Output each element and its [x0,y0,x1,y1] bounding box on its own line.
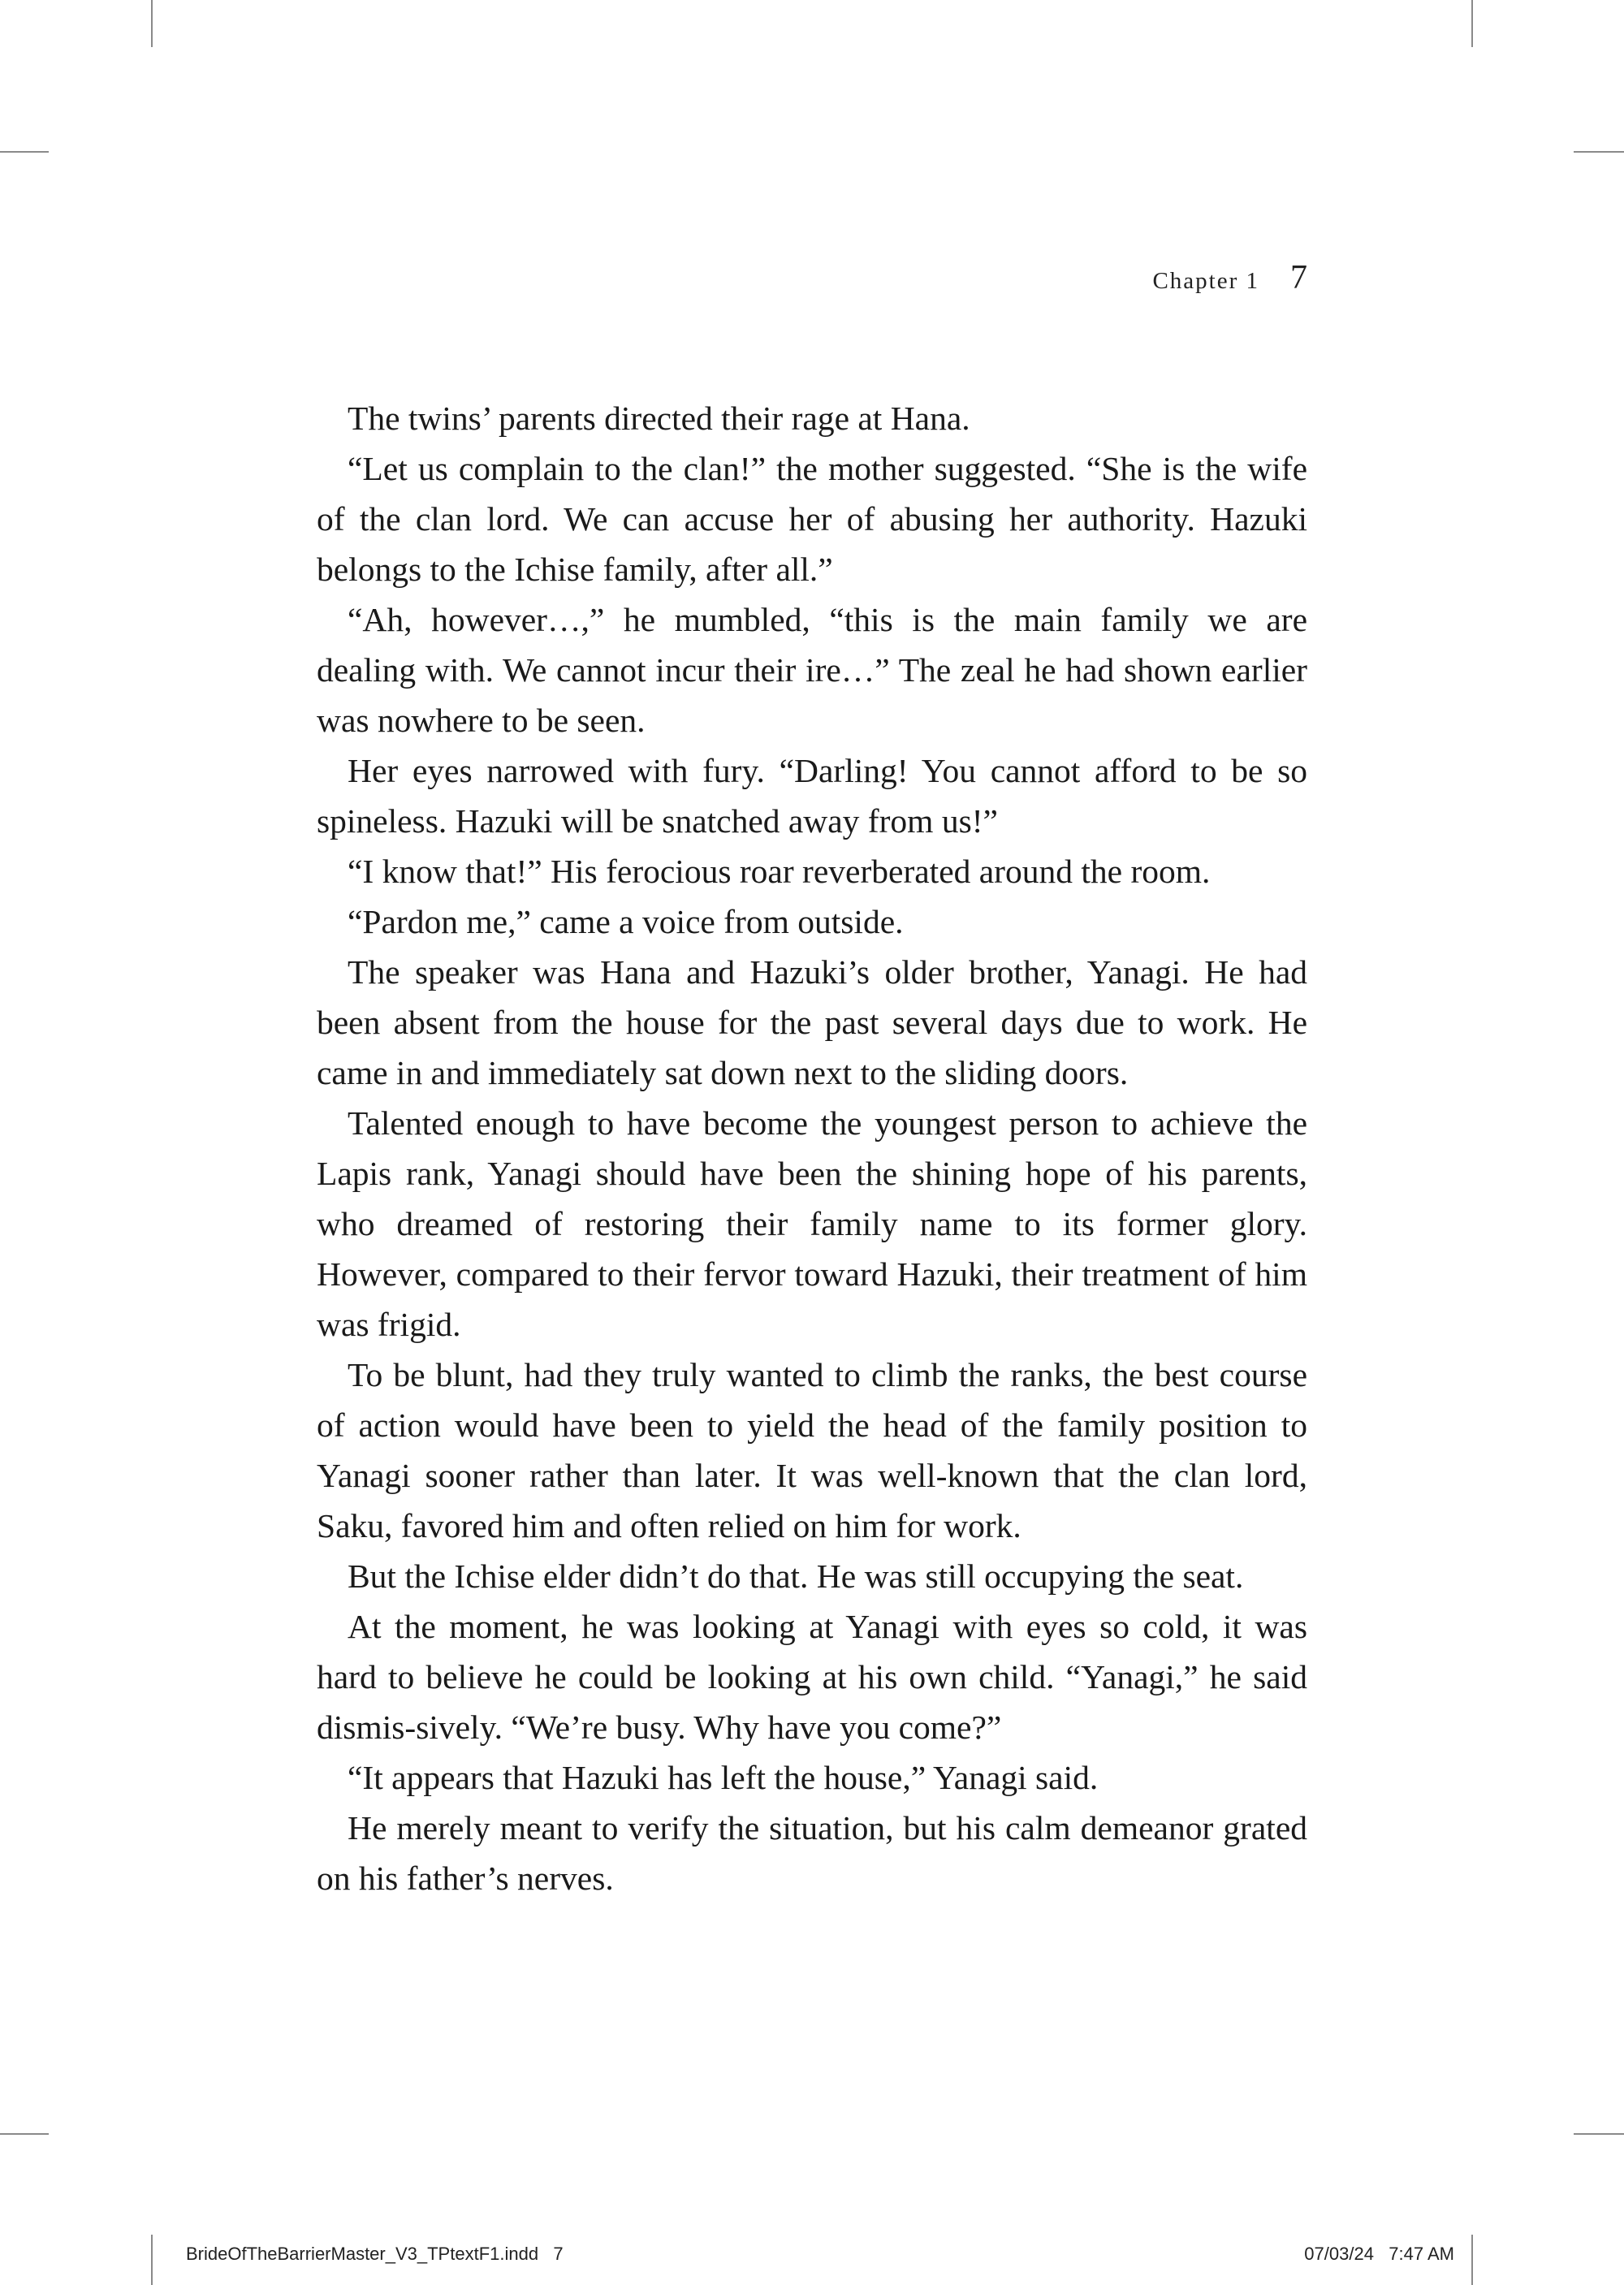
crop-mark-left-bottom [0,2133,49,2135]
chapter-label: Chapter 1 [1152,268,1259,294]
crop-mark-left-top [0,151,49,153]
paragraph: “Pardon me,” came a voice from outside. [348,903,904,940]
running-head [1152,258,1307,297]
paragraph: To be blunt, had they truly wanted to climb the ranks, the best course of action would have been to yield the head of the family position to Yanagi sooner rather than later. It was well-known that the clan lord, Saku, favored him and often relied on him for work. [317,1356,1307,1544]
paragraph: The twins’ parents directed their rage at Hana. [348,400,970,437]
paragraph: “I know that!” His ferocious roar reverberated around the room. [348,853,1211,890]
crop-mark-bottom-right [1471,2235,1473,2285]
paragraph: At the moment, he was looking at Yanagi with eyes so cold, it was hard to believe he could be looking at his own child. “Yanagi,” he said dismis-sively. “We’re busy. Why have you come?” [317,1608,1307,1746]
paragraph: The speaker was Hana and Hazuki’s older brother, Yanagi. He had been absent from the house for the past several days due to work. He came in and immediately sat down next to the sliding doors. [317,953,1307,1091]
paragraph: He merely meant to verify the situation, but his calm demeanor grated on his father’s nerves. [317,1809,1307,1897]
paragraph: “It appears that Hazuki has left the house,” Yanagi said. [348,1759,1099,1796]
paragraph: Talented enough to have become the youngest person to achieve the Lapis rank, Yanagi should have been the shining hope of his parents, who dreamed of restoring their family name to its former glory. However, compared to their fervor toward Hazuki, their treatment of him was frigid. [317,1104,1307,1343]
paragraph: Her eyes narrowed with fury. “Darling! You cannot afford to be so spineless. Hazuki will be snatched away from us!” [317,752,1307,840]
slug-timestamp: 07/03/24 7:47 AM [1304,2244,1454,2264]
crop-mark-bottom-left [151,2235,153,2285]
paragraph: “Ah, however…,” he mumbled, “this is the main family we are dealing with. We cannot incur their ire…” The zeal he had shown earlier was nowhere to be seen. [317,601,1307,739]
crop-mark-top-left [151,0,153,47]
body-text [317,393,1307,1903]
crop-mark-top-right [1471,0,1473,47]
crop-mark-right-top [1574,151,1624,153]
paragraph: “Let us complain to the clan!” the mother suggested. “She is the wife of the clan lord. We can accuse her of abusing her authority. Hazuki belongs to the Ichise family, after all.” [317,450,1307,588]
slug-filename: BrideOfTheBarrierMaster_V3_TPtextF1.indd 7 [186,2244,564,2264]
page-number: 7 [1290,259,1307,296]
paragraph: But the Ichise elder didn’t do that. He was still occupying the seat. [348,1557,1244,1595]
crop-mark-right-bottom [1574,2133,1624,2135]
